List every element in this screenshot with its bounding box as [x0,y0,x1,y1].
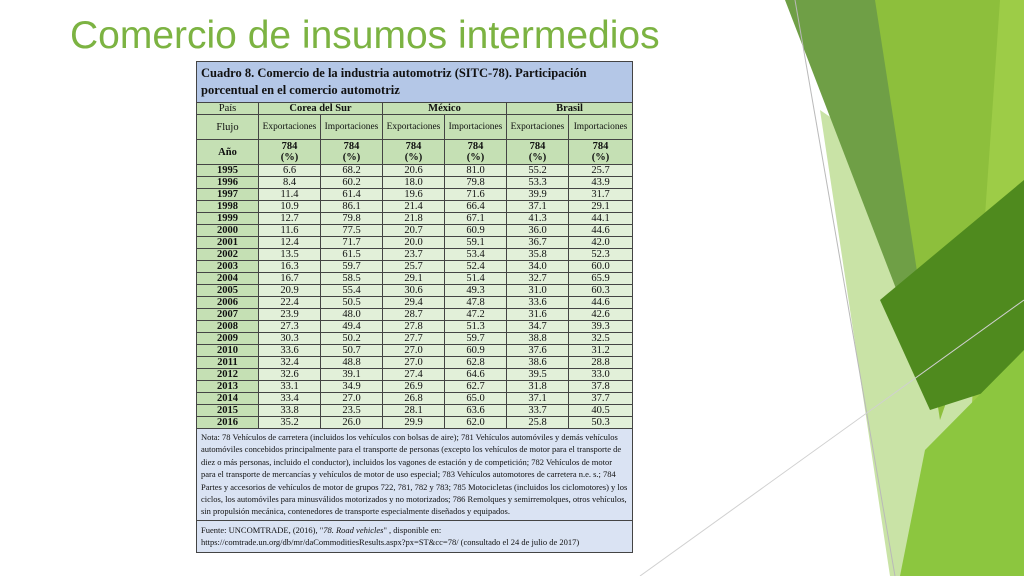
year-cell: 2006 [197,297,259,309]
flow-label: Flujo [197,115,259,140]
country-header: Brasil [507,103,633,115]
year-cell: 2010 [197,345,259,357]
value-cell: 60.9 [445,345,507,357]
value-cell: 62.7 [445,381,507,393]
value-cell: 29.9 [383,417,445,429]
flow-header: Importaciones [569,115,633,140]
table-row [197,297,633,309]
value-cell: 49.3 [445,285,507,297]
year-cell: 2005 [197,285,259,297]
table-row [197,333,633,345]
value-cell: 27.7 [383,333,445,345]
value-cell: 44.1 [569,213,633,225]
code-label: 784 [529,141,546,152]
code-label: 784 [467,141,484,152]
value-cell: 25.7 [569,165,633,177]
value-cell: 26.9 [383,381,445,393]
year-cell: 2002 [197,249,259,261]
value-cell: 62.0 [445,417,507,429]
table-body [197,62,633,553]
year-cell: 2003 [197,261,259,273]
value-cell: 23.9 [259,309,321,321]
value-cell: 37.1 [507,201,569,213]
value-cell: 55.4 [321,285,383,297]
value-cell: 31.6 [507,309,569,321]
table-note: Nota: 78 Vehículos de carretera (incluidos los vehículos con bolsas de aire); 781 Vehículos automóviles y demás vehículos automóviles concebidos principalmente para el transporte de personas (excepto los vehículos de motor para el transporte de diez o más personas, incluido el conductor), incluidos los vagones de estación y de competición; 782 Vehículos de motor para el transporte de mercancías y vehículos de motor de uso especial; 783 Vehículos automotores de carretera n.e. s.; 784 Partes y accesorios de vehículos de motor de grupos 722, 781, 782 y 783; 785 Motocicletas (incluidos los ciclomotores) y los ciclos, los automóviles para minusválidos motorizados y no motorizados; 786 Remolques y semirremolques, otros vehículos, sin propulsión mecánica, contenedores de transporte especialmente diseñados y equipados. [197,429,633,521]
source-url: https://comtrade.un.org/db/mr/daCommoditiesResults.aspx?px=ST&cc=78/ (consultado el 24 de julio de 2017) [201,537,580,548]
value-cell: 23.7 [383,249,445,261]
value-cell: 79.8 [445,177,507,189]
value-cell: 50.5 [321,297,383,309]
value-cell: 32.7 [507,273,569,285]
table-row [197,345,633,357]
code-unit-header [445,140,507,165]
value-cell: 26.0 [321,417,383,429]
value-cell: 11.4 [259,189,321,201]
value-cell: 32.6 [259,369,321,381]
value-cell: 28.1 [383,405,445,417]
value-cell: 52.3 [569,249,633,261]
value-cell: 33.7 [507,405,569,417]
value-cell: 27.0 [383,345,445,357]
year-cell: 1999 [197,213,259,225]
value-cell: 16.3 [259,261,321,273]
table-source [197,520,633,552]
data-table-container [196,61,632,553]
value-cell: 67.1 [445,213,507,225]
value-cell: 66.4 [445,201,507,213]
value-cell: 40.5 [569,405,633,417]
year-cell: 1998 [197,201,259,213]
value-cell: 31.7 [569,189,633,201]
value-cell: 12.7 [259,213,321,225]
value-cell: 30.3 [259,333,321,345]
value-cell: 30.6 [383,285,445,297]
table-row [197,393,633,405]
value-cell: 33.0 [569,369,633,381]
value-cell: 27.0 [321,393,383,405]
value-cell: 35.2 [259,417,321,429]
value-cell: 43.9 [569,177,633,189]
value-cell: 62.8 [445,357,507,369]
year-cell: 1997 [197,189,259,201]
value-cell: 27.8 [383,321,445,333]
value-cell: 42.0 [569,237,633,249]
value-cell: 71.6 [445,189,507,201]
code-unit-header [321,140,383,165]
value-cell: 68.2 [321,165,383,177]
year-cell: 2014 [197,393,259,405]
value-cell: 28.7 [383,309,445,321]
table-row [197,201,633,213]
code-label: 784 [281,141,298,152]
value-cell: 25.7 [383,261,445,273]
value-cell: 60.9 [445,225,507,237]
value-cell: 81.0 [445,165,507,177]
value-cell: 13.5 [259,249,321,261]
value-cell: 61.5 [321,249,383,261]
value-cell: 18.0 [383,177,445,189]
value-cell: 65.9 [569,273,633,285]
value-cell: 47.2 [445,309,507,321]
value-cell: 44.6 [569,297,633,309]
value-cell: 58.5 [321,273,383,285]
value-cell: 20.0 [383,237,445,249]
value-cell: 37.8 [569,381,633,393]
table-row [197,381,633,393]
value-cell: 59.1 [445,237,507,249]
table-row [197,357,633,369]
table-row [197,369,633,381]
value-cell: 77.5 [321,225,383,237]
value-cell: 36.0 [507,225,569,237]
value-cell: 51.3 [445,321,507,333]
country-header: México [383,103,507,115]
table-row [197,177,633,189]
year-label: Año [197,140,259,165]
flow-header: Exportaciones [507,115,569,140]
value-cell: 65.0 [445,393,507,405]
value-cell: 60.0 [569,261,633,273]
value-cell: 38.8 [507,333,569,345]
flow-header: Exportaciones [259,115,321,140]
table-caption: Cuadro 8. Comercio de la industria automotriz (SITC-78). Participación porcentual en el comercio automotriz [197,62,633,103]
source-prefix: Fuente: UNCOMTRADE, (2016), " [201,524,324,535]
table-row [197,405,633,417]
unit-label: (%) [528,152,547,163]
value-cell: 79.8 [321,213,383,225]
value-cell: 34.0 [507,261,569,273]
value-cell: 33.4 [259,393,321,405]
value-cell: 39.5 [507,369,569,381]
year-cell: 2004 [197,273,259,285]
value-cell: 33.6 [507,297,569,309]
value-cell: 51.4 [445,273,507,285]
value-cell: 50.7 [321,345,383,357]
value-cell: 10.9 [259,201,321,213]
value-cell: 50.3 [569,417,633,429]
value-cell: 21.8 [383,213,445,225]
value-cell: 6.6 [259,165,321,177]
year-cell: 1996 [197,177,259,189]
value-cell: 23.5 [321,405,383,417]
value-cell: 35.8 [507,249,569,261]
code-unit-header [569,140,633,165]
value-cell: 20.7 [383,225,445,237]
value-cell: 31.2 [569,345,633,357]
year-cell: 2012 [197,369,259,381]
data-table [196,61,633,553]
value-cell: 29.1 [383,273,445,285]
table-row [197,189,633,201]
value-cell: 31.8 [507,381,569,393]
year-cell: 2009 [197,333,259,345]
value-cell: 22.4 [259,297,321,309]
value-cell: 20.6 [383,165,445,177]
year-cell: 2001 [197,237,259,249]
value-cell: 55.2 [507,165,569,177]
value-cell: 20.9 [259,285,321,297]
year-cell: 2015 [197,405,259,417]
value-cell: 61.4 [321,189,383,201]
year-cell: 2016 [197,417,259,429]
unit-label: (%) [404,152,423,163]
code-unit-header [383,140,445,165]
value-cell: 60.2 [321,177,383,189]
value-cell: 28.8 [569,357,633,369]
table-row [197,249,633,261]
value-cell: 19.6 [383,189,445,201]
value-cell: 26.8 [383,393,445,405]
value-cell: 33.6 [259,345,321,357]
year-cell: 2011 [197,357,259,369]
unit-label: (%) [466,152,485,163]
code-unit-header [259,140,321,165]
value-cell: 64.6 [445,369,507,381]
value-cell: 32.4 [259,357,321,369]
unit-label: (%) [591,152,610,163]
value-cell: 50.2 [321,333,383,345]
value-cell: 8.4 [259,177,321,189]
code-label: 784 [343,141,360,152]
value-cell: 48.0 [321,309,383,321]
value-cell: 36.7 [507,237,569,249]
value-cell: 31.0 [507,285,569,297]
flow-header: Importaciones [445,115,507,140]
country-header: Corea del Sur [259,103,383,115]
year-cell: 2008 [197,321,259,333]
value-cell: 11.6 [259,225,321,237]
year-cell: 2013 [197,381,259,393]
code-label: 784 [405,141,422,152]
flow-header: Importaciones [321,115,383,140]
table-row [197,225,633,237]
table-row [197,261,633,273]
value-cell: 25.8 [507,417,569,429]
table-row [197,285,633,297]
value-cell: 49.4 [321,321,383,333]
source-suffix: " , disponible en: [383,524,442,535]
value-cell: 34.9 [321,381,383,393]
value-cell: 59.7 [321,261,383,273]
value-cell: 34.7 [507,321,569,333]
flow-header: Exportaciones [383,115,445,140]
value-cell: 27.4 [383,369,445,381]
table-row [197,237,633,249]
value-cell: 63.6 [445,405,507,417]
table-row [197,273,633,285]
value-cell: 37.6 [507,345,569,357]
slide-title: Comercio de insumos intermedios [70,14,660,57]
table-row [197,417,633,429]
year-cell: 2000 [197,225,259,237]
value-cell: 86.1 [321,201,383,213]
value-cell: 33.8 [259,405,321,417]
value-cell: 16.7 [259,273,321,285]
country-label: País [197,103,259,115]
year-cell: 2007 [197,309,259,321]
value-cell: 44.6 [569,225,633,237]
value-cell: 41.3 [507,213,569,225]
value-cell: 53.4 [445,249,507,261]
value-cell: 60.3 [569,285,633,297]
value-cell: 37.1 [507,393,569,405]
value-cell: 32.5 [569,333,633,345]
unit-label: (%) [342,152,361,163]
value-cell: 21.4 [383,201,445,213]
value-cell: 27.3 [259,321,321,333]
value-cell: 39.9 [507,189,569,201]
year-cell: 1995 [197,165,259,177]
value-cell: 29.4 [383,297,445,309]
value-cell: 33.1 [259,381,321,393]
table-row [197,309,633,321]
value-cell: 12.4 [259,237,321,249]
table-row [197,321,633,333]
value-cell: 52.4 [445,261,507,273]
value-cell: 29.1 [569,201,633,213]
value-cell: 71.7 [321,237,383,249]
value-cell: 38.6 [507,357,569,369]
code-label: 784 [592,141,609,152]
value-cell: 59.7 [445,333,507,345]
table-row [197,213,633,225]
table-row [197,165,633,177]
value-cell: 39.1 [321,369,383,381]
code-unit-header [507,140,569,165]
value-cell: 37.7 [569,393,633,405]
value-cell: 48.8 [321,357,383,369]
source-title: 78. Road vehicles [323,524,384,535]
unit-label: (%) [280,152,299,163]
value-cell: 53.3 [507,177,569,189]
value-cell: 42.6 [569,309,633,321]
value-cell: 39.3 [569,321,633,333]
value-cell: 27.0 [383,357,445,369]
value-cell: 47.8 [445,297,507,309]
